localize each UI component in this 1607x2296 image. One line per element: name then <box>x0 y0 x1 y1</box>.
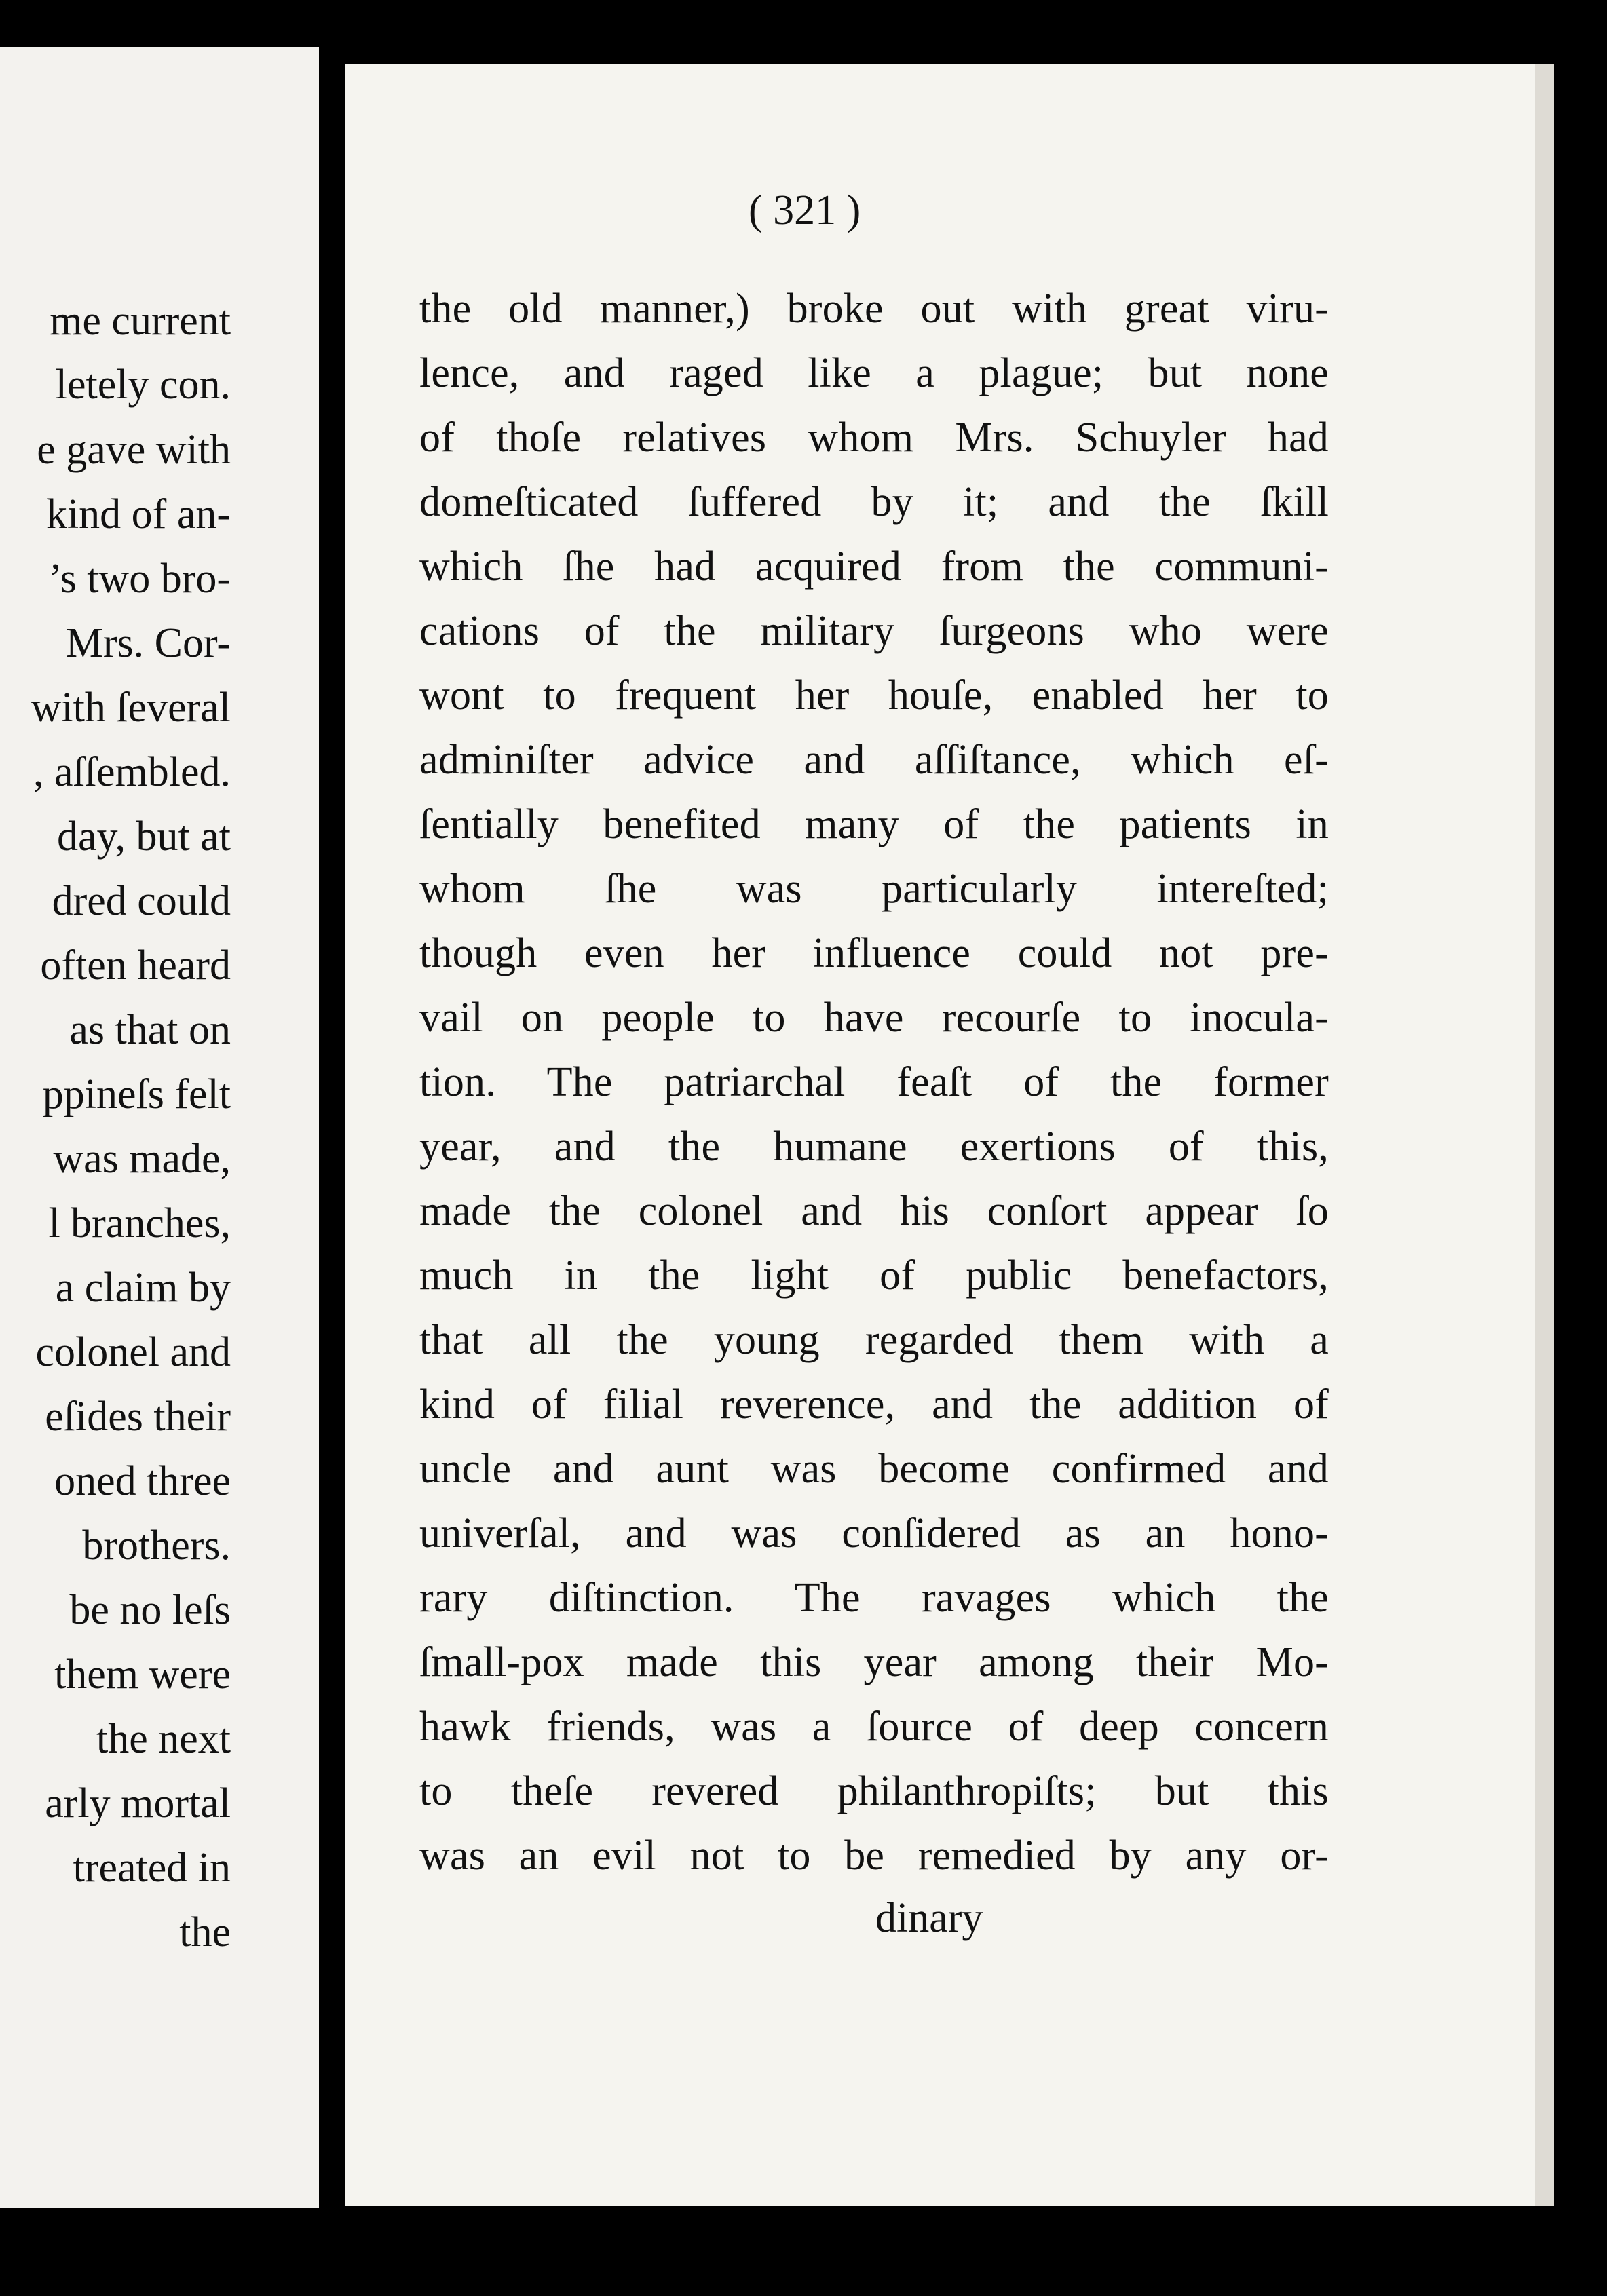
left-line-23: the next <box>96 1716 231 1762</box>
catchword: dinary <box>875 1895 983 1941</box>
text-line-18: kind of filial reverence, and the addition of <box>419 1381 1329 1428</box>
left-line-24: arly mortal <box>45 1780 231 1826</box>
text-line-2: lence, and raged like a plague; but none <box>419 350 1329 396</box>
text-line-8: adminiſter advice and aſſiſtance, which eſ- <box>419 737 1329 783</box>
left-line-3: e gave with <box>37 427 231 473</box>
left-line-21: be no leſs <box>69 1587 231 1633</box>
text-line-16: much in the light of public benefactors, <box>419 1252 1329 1299</box>
text-line-24: to theſe revered philanthropiſts; but this <box>419 1768 1329 1814</box>
text-line-1: the old manner,) broke out with great viru- <box>419 286 1329 332</box>
text-line-21: rary diſtinction. The ravages which the <box>419 1575 1329 1621</box>
left-line-12: as that on <box>69 1007 231 1053</box>
left-line-1: me current <box>50 298 231 344</box>
text-line-17: that all the young regarded them with a <box>419 1317 1329 1363</box>
text-line-11: though even her influence could not pre- <box>419 930 1329 976</box>
text-line-6: cations of the military ſurgeons who were <box>419 608 1329 654</box>
left-line-10: dred could <box>52 878 231 924</box>
text-line-12: vail on people to have recourſe to inocula- <box>419 995 1329 1041</box>
left-line-15: l branches, <box>48 1200 231 1246</box>
left-line-9: day, but at <box>57 814 231 860</box>
left-line-26: the <box>179 1909 231 1955</box>
left-line-2: letely con. <box>55 362 231 408</box>
left-line-11: often heard <box>40 942 231 989</box>
text-line-13: tion. The patriarchal feaſt of the former <box>419 1059 1329 1105</box>
left-line-22: them were <box>54 1651 231 1698</box>
text-line-14: year, and the humane exertions of this, <box>419 1124 1329 1170</box>
left-line-16: a claim by <box>55 1265 231 1311</box>
text-line-20: univerſal, and was conſidered as an hono- <box>419 1510 1329 1556</box>
page-number: ( 321 ) <box>749 187 861 233</box>
page-edge-shadow <box>1535 64 1554 2206</box>
left-line-13: ppineſs felt <box>42 1071 231 1117</box>
text-line-3: of thoſe relatives whom Mrs. Schuyler had <box>419 415 1329 461</box>
left-line-20: brothers. <box>82 1523 231 1569</box>
left-line-8: , aſſembled. <box>33 749 231 795</box>
text-line-23: hawk friends, was a ſource of deep concern <box>419 1704 1329 1750</box>
left-line-7: with ſeveral <box>31 685 231 731</box>
text-line-10: whom ſhe was particularly intereſted; <box>419 866 1329 912</box>
left-line-14: was made, <box>53 1136 231 1182</box>
text-line-15: made the colonel and his conſort appear ſo <box>419 1188 1329 1234</box>
left-line-4: kind of an- <box>45 491 231 537</box>
text-line-25: was an evil not to be remedied by any or- <box>419 1833 1329 1879</box>
text-line-7: wont to frequent her houſe, enabled her to <box>419 672 1329 719</box>
text-line-19: uncle and aunt was become confirmed and <box>419 1446 1329 1492</box>
left-line-18: eſides their <box>45 1394 231 1440</box>
left-line-6: Mrs. Cor- <box>65 620 231 666</box>
right-page <box>345 64 1554 2206</box>
text-line-5: which ſhe had acquired from the communi- <box>419 543 1329 590</box>
left-line-19: oned three <box>54 1458 231 1504</box>
text-line-9: ſentially benefited many of the patients in <box>419 801 1329 847</box>
left-line-5: ’s two bro- <box>48 556 231 602</box>
left-line-25: treated in <box>73 1845 231 1891</box>
text-line-4: domeſticated ſuffered by it; and the ſkill <box>419 479 1329 525</box>
left-line-17: colonel and <box>35 1329 231 1375</box>
text-line-22: ſmall-pox made this year among their Mo- <box>419 1639 1329 1685</box>
left-page <box>0 47 319 2208</box>
